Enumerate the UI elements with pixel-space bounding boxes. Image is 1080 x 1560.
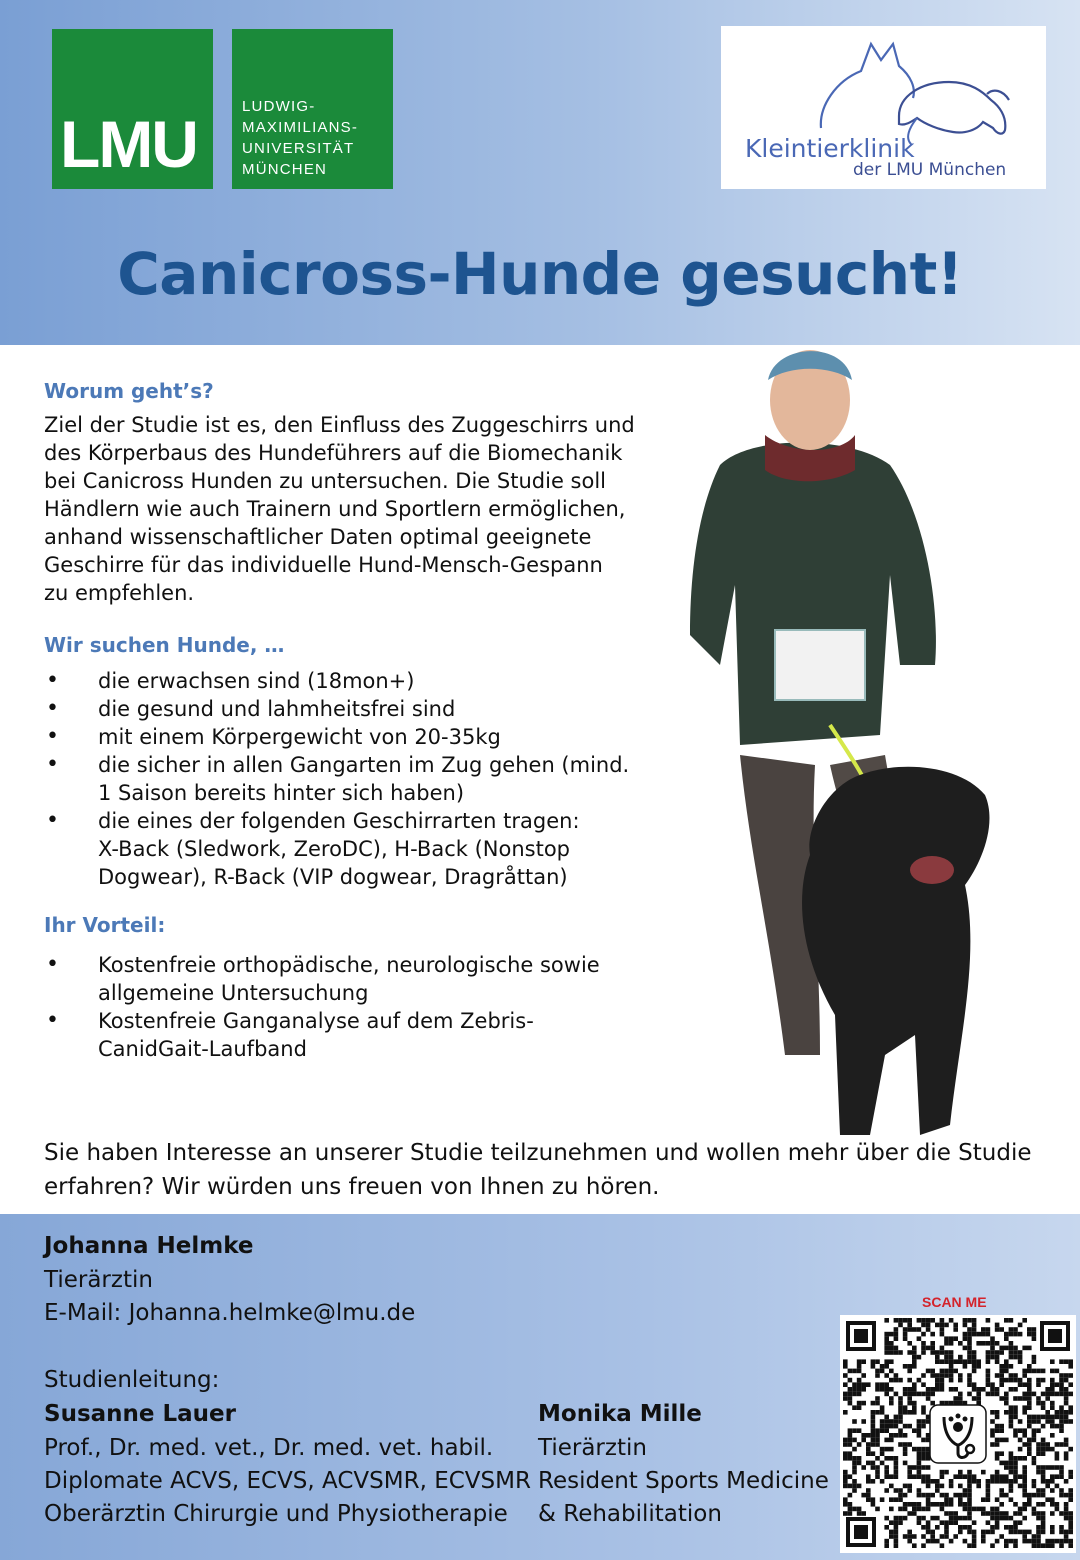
contact-name: Johanna Helmke [44,1233,254,1259]
page-title: Canicross-Hunde gesucht! [117,240,963,308]
klinik-subname: der LMU München [853,160,1007,180]
klinik-name: Kleintierklinik [745,134,915,163]
contact-email[interactable]: E-Mail: Johanna.helmke@lmu.de [44,1300,416,1326]
list-item: • Kostenfreie orthopädische, neurologische sowie allgemeine Untersuchung [44,951,654,1007]
search-heading: Wir suchen Hunde, … [44,633,285,657]
interest-line: erfahren? Wir würden uns freuen von Ihnen zu hören. [44,1174,660,1200]
lmu-logo-text: LMU [60,107,197,181]
advantage-heading: Ihr Vorteil: [44,913,166,937]
about-line: anhand wissenschaftlicher Daten optimal geeignete [44,525,592,549]
kleintierklinik-logo [721,26,1046,189]
contact-role: Tierärztin [44,1267,153,1293]
runner-with-dog-photo [680,335,1000,1145]
lmu-logo [52,29,213,189]
lead-person2-line: Resident Sports Medicine [538,1468,829,1494]
about-line: Ziel der Studie ist es, den Einfluss des Zuggeschirrs und [44,413,635,437]
lmu-name-line: UNIVERSITÄT [242,140,355,157]
about-text [44,411,654,607]
interest-line: Sie haben Interesse an unserer Studie teilzunehmen und wollen mehr über die Studie [44,1140,1032,1166]
study-lead-label: Studienleitung: [44,1367,220,1393]
list-item: • die gesund und lahmheitsfrei sind [44,695,654,723]
lead-person2-name: Monika Mille [538,1401,702,1427]
lmu-name-line: MAXIMILIANS- [242,119,359,136]
about-line: des Körperbaus des Hundeführers auf die Biomechanik [44,441,623,465]
lmu-university-name [232,29,393,189]
about-section [44,379,654,607]
lead-person1-line: Prof., Dr. med. vet., Dr. med. vet. habil. [44,1435,494,1461]
list-item: • die sicher in allen Gangarten im Zug gehen (mind. 1 Saison bereits hinter sich haben) [44,751,654,807]
lmu-name-line: LUDWIG- [242,98,316,115]
about-line: Geschirre für das individuelle Hund-Mensch-Gespann [44,553,603,577]
qr-code-pattern [840,1315,1076,1553]
lead-person2-line: & Rehabilitation [538,1501,722,1527]
about-heading: Worum geht’s? [44,379,214,403]
qr-code[interactable] [840,1315,1076,1553]
about-line: zu empfehlen. [44,581,195,605]
about-line: Händlern wie auch Trainern und Sportlern ermöglichen, [44,497,626,521]
lead-person1-line: Diplomate ACVS, ECVS, ACVSMR, ECVSMR [44,1468,531,1494]
search-section [44,633,654,891]
list-item: • Kostenfreie Ganganalyse auf dem Zebris- CanidGait-Laufband [44,1007,654,1063]
search-list [44,667,654,891]
advantage-list [44,951,654,1063]
interest-text [44,1136,1044,1204]
lmu-name-line: MÜNCHEN [242,161,328,178]
advantage-section [44,913,654,1063]
scan-me-label: SCAN ME [922,1294,987,1310]
lead-person2-line: Tierärztin [538,1435,647,1461]
list-item: • die eines der folgenden Geschirrarten tragen: X-Back (Sledwork, ZeroDC), H-Back (Nonstop Dogwear), R-Back (VIP dogwear, Dragråttan) [44,807,654,891]
list-item: • die erwachsen sind (18mon+) [44,667,654,695]
lead-person1-line: Oberärztin Chirurgie und Physiotherapie [44,1501,508,1527]
list-item: • mit einem Körpergewicht von 20-35kg [44,723,654,751]
lead-person1-name: Susanne Lauer [44,1401,236,1427]
about-line: bei Canicross Hunden zu untersuchen. Die Studie soll [44,469,606,493]
